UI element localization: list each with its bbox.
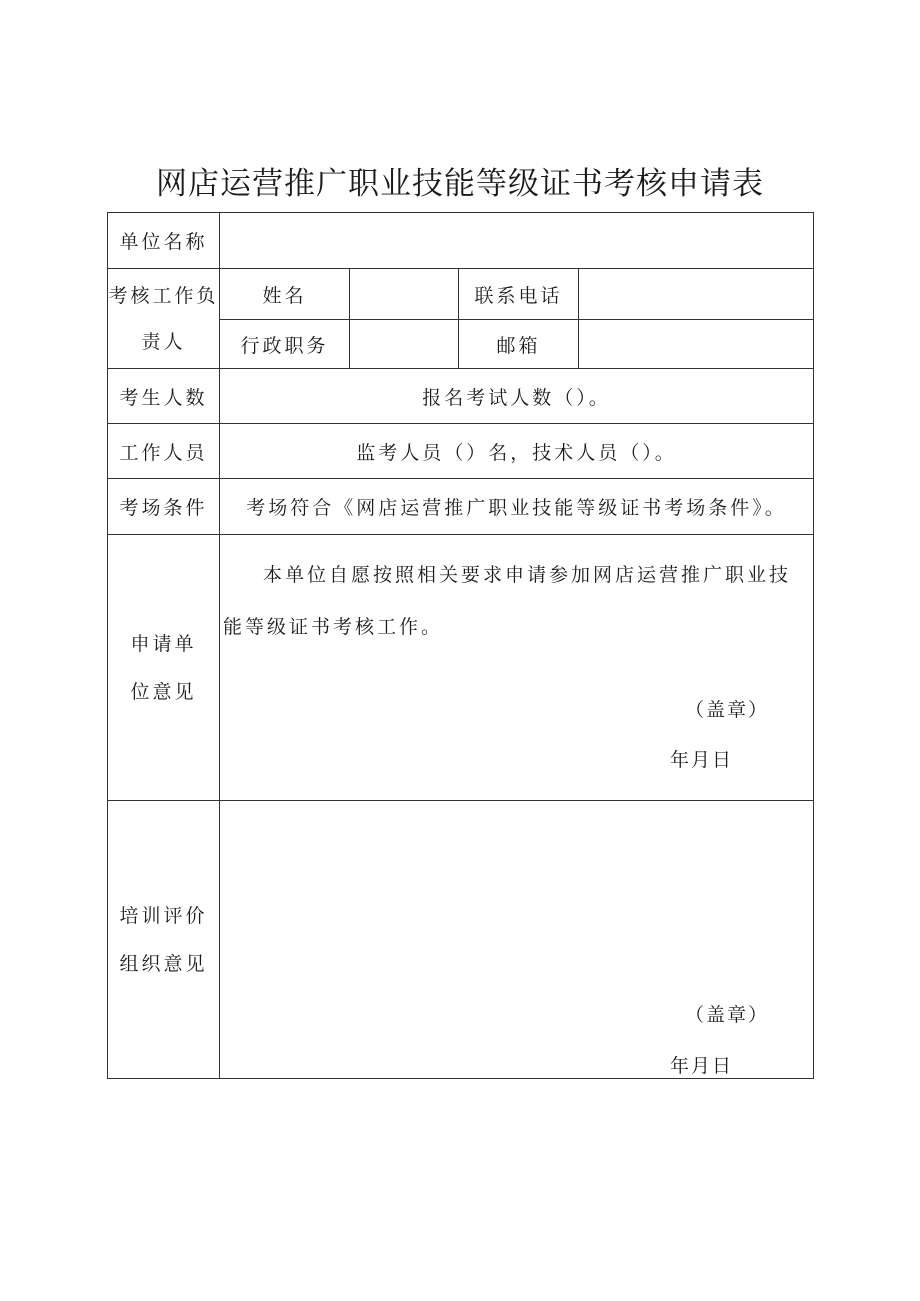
applicant-stamp: （盖章） (684, 699, 769, 721)
candidates-text: 报名考试人数（）。 (220, 369, 814, 424)
staff-text: 监考人员（）名，技术人员（）。 (220, 424, 814, 479)
staff-label: 工作人员 (108, 424, 220, 479)
responsible-label: 考核工作负责人 (108, 284, 219, 353)
applicant-opinion-label-2: 位意见 (130, 680, 197, 703)
org-date: 年月日 (670, 1055, 734, 1077)
org-opinion-label-2: 组织意见 (119, 952, 208, 975)
applicant-opinion-field[interactable] (220, 535, 814, 801)
email-label: 邮箱 (459, 320, 579, 369)
applicant-opinion-label-cell (108, 535, 220, 801)
row-responsible-1 (108, 269, 814, 320)
email-field[interactable] (579, 320, 814, 369)
unit-name-label: 单位名称 (108, 213, 220, 269)
org-opinion-field[interactable] (220, 801, 814, 1079)
row-candidates (108, 369, 814, 424)
row-staff (108, 424, 814, 479)
applicant-opinion-label-1: 申请单 (130, 632, 197, 655)
org-stamp: （盖章） (684, 1004, 769, 1026)
form-title: 网店运营推广职业技能等级证书考核申请表 (156, 166, 764, 202)
applicant-date: 年月日 (670, 749, 734, 771)
org-opinion-label-cell (108, 801, 220, 1079)
venue-text: 考场符合《网店运营推广职业技能等级证书考场条件》。 (220, 479, 814, 535)
row-org-opinion (108, 801, 814, 1079)
position-field[interactable] (350, 320, 459, 369)
name-label: 姓名 (220, 269, 350, 320)
phone-field[interactable] (579, 269, 814, 320)
row-applicant-opinion (108, 535, 814, 801)
candidates-label: 考生人数 (108, 369, 220, 424)
name-field[interactable] (350, 269, 459, 320)
phone-label: 联系电话 (459, 269, 579, 320)
applicant-opinion-text: 本单位自愿按照相关要求申请参加网店运营推广职业技能等级证书考核工作。 (223, 564, 792, 638)
row-unit-name (108, 213, 814, 269)
position-label: 行政职务 (220, 320, 350, 369)
application-form (107, 212, 814, 1079)
org-opinion-label-1: 培训评价 (119, 904, 208, 927)
responsible-label-cell (108, 269, 220, 369)
venue-label: 考场条件 (108, 479, 220, 535)
unit-name-field[interactable] (220, 213, 814, 269)
row-venue (108, 479, 814, 535)
